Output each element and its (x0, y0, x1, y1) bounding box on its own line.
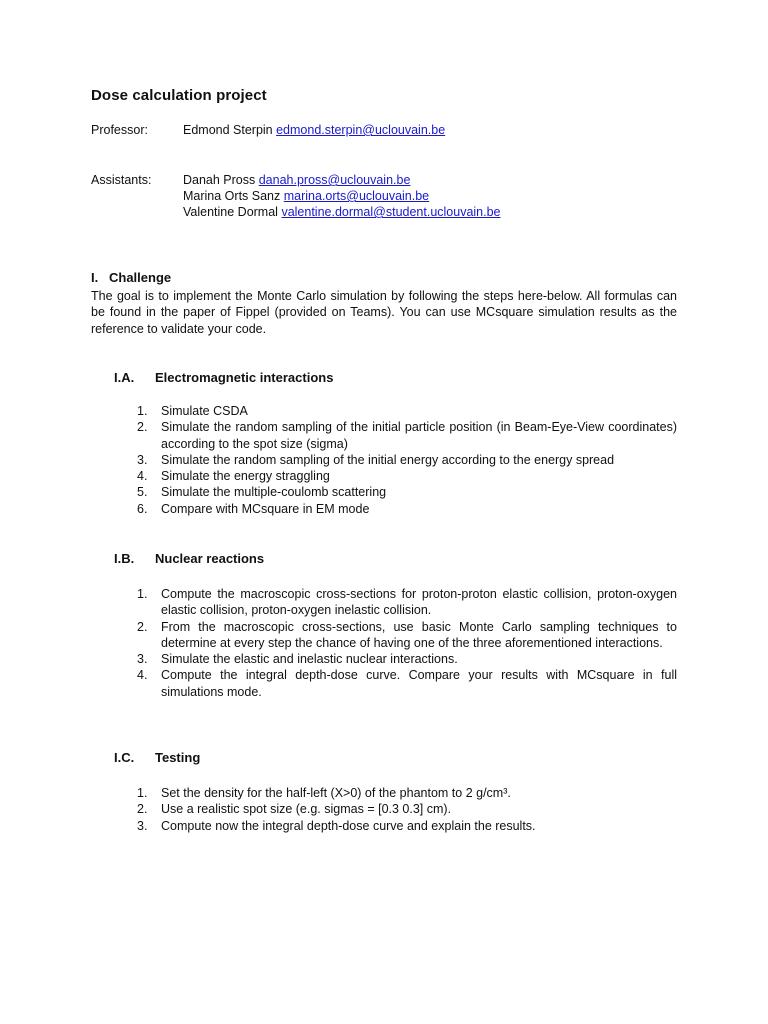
assistant-email-link[interactable]: marina.orts@uclouvain.be (283, 189, 430, 203)
list-item (91, 586, 677, 619)
steps-list-nuclear (91, 586, 677, 700)
section-title: Challenge (109, 270, 172, 285)
steps-list-testing (91, 785, 677, 834)
item-number: 5. (137, 485, 148, 500)
assistant-line (183, 205, 501, 219)
item-text: Simulate the elastic and inelastic nuclear interactions. (161, 652, 458, 667)
subsection-title: Nuclear reactions (155, 551, 265, 566)
item-text: From the macroscopic cross-sections, use basic Monte Carlo sampling techniques to determine at every step the chance of having one of the three aforementioned interactions. (161, 619, 677, 650)
item-number: 3. (137, 818, 148, 833)
item-text: Simulate the random sampling of the initial particle position (in Beam-Eye-View coordinates) according to the spot size (sigma) (161, 420, 677, 451)
list-item (91, 667, 677, 700)
item-text: Compute the macroscopic cross-sections for proton-proton elastic collision, proton-oxygen elastic collision, proton-oxygen inelastic collision. (161, 587, 677, 618)
list-item (91, 785, 677, 801)
item-number: 6. (137, 501, 148, 516)
item-text: Simulate CSDA (161, 404, 248, 418)
list-item (91, 403, 677, 419)
item-number: 3. (137, 452, 148, 467)
item-number: 1. (137, 786, 148, 800)
challenge-paragraph: The goal is to implement the Monte Carlo simulation by following the steps here-below. All formulas can be found in the paper of Fippel (provided on Teams). You can use MCsquare simulation results as the reference to validate your code. (91, 289, 677, 336)
item-number: 1. (137, 587, 148, 601)
list-item (91, 501, 677, 517)
item-text: Simulate the energy straggling (161, 469, 330, 484)
list-item (91, 801, 677, 817)
document-title: Dose calculation project (91, 87, 267, 104)
subsection-heading-em (114, 370, 333, 385)
assistant-name: Valentine Dormal (183, 205, 282, 219)
item-text: Use a realistic spot size (e.g. sigmas = [0.3 0.3] cm). (161, 802, 452, 817)
list-item (91, 651, 677, 667)
professor-email-link[interactable]: edmond.sterpin@uclouvain.be (276, 123, 446, 137)
item-number: 4. (137, 668, 148, 683)
professor-line (183, 123, 445, 137)
subsection-number: I.C. (114, 750, 135, 765)
subsection-heading-testing (114, 750, 200, 765)
assistants-label: Assistants: (91, 173, 152, 187)
list-item (91, 484, 677, 500)
professor-name: Edmond Sterpin (183, 123, 277, 137)
subsection-number: I.A. (114, 370, 135, 385)
item-text: Compare with MCsquare in EM mode (161, 501, 370, 516)
item-number: 2. (137, 619, 148, 634)
assistant-line (183, 189, 429, 203)
challenge-heading (91, 270, 171, 285)
item-number: 4. (137, 469, 148, 484)
item-text: Compute now the integral depth-dose curve and explain the results. (161, 818, 536, 833)
subsection-heading-nuclear (114, 551, 264, 566)
list-item (91, 419, 677, 452)
item-number: 2. (137, 420, 148, 435)
assistant-email-link[interactable]: valentine.dormal@student.uclouvain.be (281, 205, 501, 219)
subsection-title: Testing (155, 750, 201, 765)
list-item (91, 468, 677, 484)
subsection-title: Electromagnetic interactions (155, 370, 334, 385)
list-item (91, 818, 677, 834)
section-number: I. (91, 270, 99, 285)
list-item (91, 452, 677, 468)
assistant-name: Marina Orts Sanz (183, 189, 284, 203)
steps-list-em (91, 403, 677, 517)
item-text: Set the density for the half-left (X>0) of the phantom to 2 g/cm³. (161, 786, 511, 800)
subsection-number: I.B. (114, 551, 135, 566)
item-text: Compute the integral depth-dose curve. Compare your results with MCsquare in full simulations mode. (161, 668, 677, 699)
item-number: 3. (137, 652, 148, 667)
item-number: 1. (137, 404, 148, 418)
item-number: 2. (137, 802, 148, 817)
assistant-line (183, 173, 410, 187)
list-item (91, 619, 677, 652)
item-text: Simulate the random sampling of the initial energy according to the energy spread (161, 452, 615, 467)
assistant-name: Danah Pross (183, 173, 259, 187)
assistant-email-link[interactable]: danah.pross@uclouvain.be (258, 173, 411, 187)
professor-label: Professor: (91, 123, 148, 137)
item-text: Simulate the multiple-coulomb scattering (161, 485, 387, 500)
